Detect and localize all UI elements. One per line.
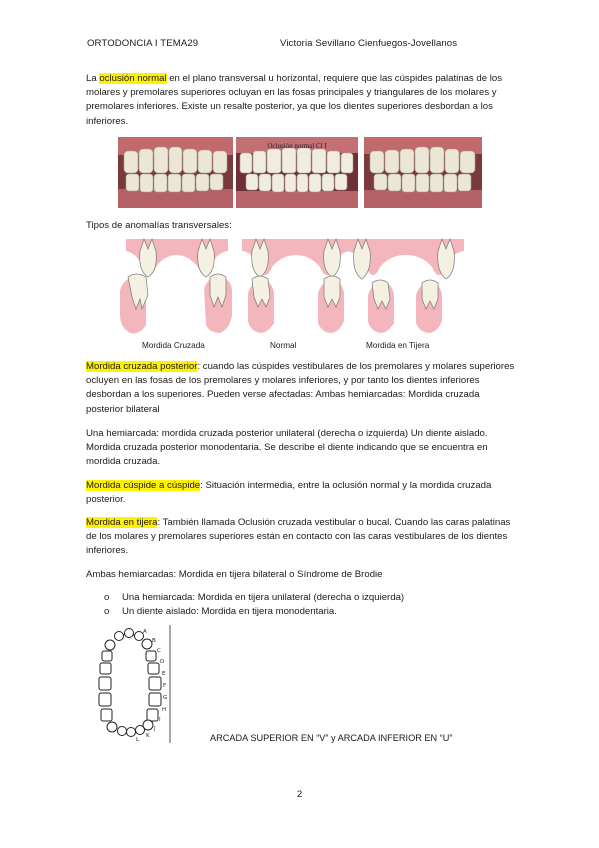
intro-pre: La	[86, 73, 100, 84]
teeth-photo-front	[236, 137, 358, 208]
page-number: 2	[296, 789, 303, 800]
list-item: o Un diente aislado: Mordida en tijera monodentaria.	[104, 605, 504, 619]
diagram-normal	[242, 239, 350, 333]
diagram-crossbite	[120, 239, 232, 333]
list-item: o Una hemiarcada: Mordida en tijera unilateral (derecha o izquierda)	[104, 591, 504, 605]
anomalias-title: Tipos de anomalías transversales:	[86, 220, 232, 231]
intro-highlight: oclusión normal	[99, 73, 167, 84]
dental-arch-diagram	[86, 625, 172, 743]
header-course: ORTODONCIA I TEMA29	[87, 38, 199, 49]
header-author: Victoria Sevillano Cienfuegos-Jovellanos	[280, 38, 458, 49]
svg-text:I: I	[159, 717, 161, 723]
svg-text:B: B	[152, 638, 156, 644]
cuspide-text: : Situación intermedia, entre la oclusión normal y la mordida cruzada posterior.	[86, 480, 492, 506]
cruzada-highlight: Mordida cruzada posterior	[86, 361, 198, 372]
cuspide-paragraph	[86, 479, 516, 507]
intro-paragraph	[86, 72, 516, 129]
diagram-label-tijera: Mordida en Tijera	[366, 341, 430, 350]
svg-text:G: G	[163, 695, 168, 701]
arch-caption: ARCADA SUPERIOR EN “V” y ARCADA INFERIOR EN “U”	[210, 733, 453, 743]
diagram-label-normal: Normal	[270, 341, 297, 350]
diagram-scissor-bite	[346, 239, 464, 333]
tijera-highlight: Mordida en tijera	[86, 517, 158, 528]
tijera-list	[104, 591, 504, 619]
occlusion-photos	[118, 137, 482, 208]
svg-text:F: F	[163, 683, 167, 689]
cruzada-paragraph	[86, 360, 516, 417]
cuspide-highlight: Mordida cúspide a cúspide	[86, 480, 201, 491]
diagram-label-cruzada: Mordida Cruzada	[142, 341, 205, 350]
svg-text:C: C	[157, 648, 161, 654]
svg-text:D: D	[160, 659, 165, 665]
hemiarcada-paragraph: Una hemiarcada: mordida cruzada posterior unilateral (derecha o izquierda) Un diente aislado. Mordida cruzada posterior monodentaria. Se describe el diente indicando que se encuentra en mordida cruzada.	[86, 428, 488, 468]
teeth-photo-left	[364, 137, 482, 208]
bullet-icon: o	[104, 606, 110, 618]
tijera-paragraph	[86, 516, 516, 559]
svg-text:K: K	[146, 733, 150, 739]
ambas-paragraph: Ambas hemiarcadas: Mordida en tijera bilateral o Síndrome de Brodie	[86, 569, 383, 580]
svg-text:H: H	[162, 707, 167, 713]
bullet-icon: o	[104, 592, 110, 603]
svg-text:J: J	[154, 726, 156, 732]
photo-caption: Oclusión normal Cl I	[267, 142, 327, 150]
intro-post: en el plano transversal u horizontal, requiere que las cúspides palatinas de los molares y premolares superiores ocluyan en las fosas principales y triangulares de los molares y premolares inferiores. Existe un resalte posterior, ya que los dientes superiores desbordan a los inferiores.	[86, 73, 503, 127]
cruzada-text: : cuando las cúspides vestibulares de los premolares y molares superiores ocluyen en las fosas de los premolares y molares inferiores, y por tanto los dientes inferiores desbordan a los superiores. Pueden verse afectadas: Ambas hemiarcadas: Mordida cruzada posterior bilateral	[86, 361, 515, 415]
svg-text:L: L	[136, 737, 140, 743]
svg-text:E: E	[162, 671, 166, 677]
teeth-photo-right	[118, 137, 233, 208]
tijera-text: : También llamada Oclusión cruzada vestibular o bucal. Cuando las caras palatinas de los molares y premolares superiores están en contacto con las caras vestibulares de los dientes inferiores.	[86, 517, 511, 557]
arch-letter: A	[143, 629, 147, 635]
transverse-anomalies-diagram	[118, 237, 482, 351]
